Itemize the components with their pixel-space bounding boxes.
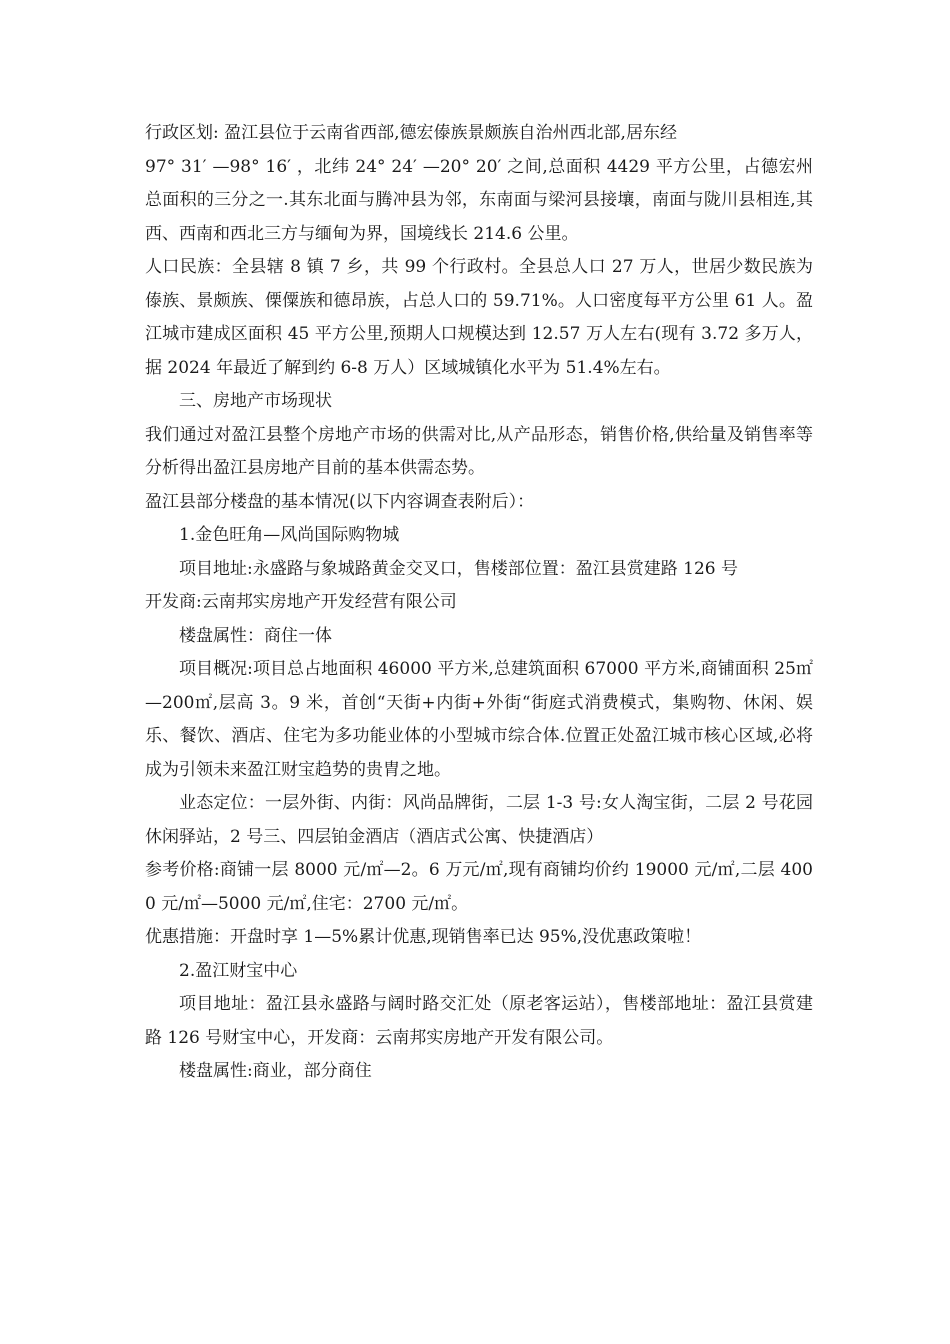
project-1-overview: 项目概况:项目总占地面积 46000 平方米,总建筑面积 67000 平方米,商铺面积 25㎡—200㎡,层高 3。9 米，首创“天街+内街+外街“街庭式消费模式，集购物、休闲、娱乐、餐饮、酒店、住宅为多功能业体的小型城市综合体.位置正处盈江城市核心区域,必将成为引领未来盈江财宝趋势的贵胄之地。: [145, 659, 813, 780]
project-1-title: 1.金色旺角—风尚国际购物城: [179, 525, 400, 545]
section-heading-market: 三、房地产市场现状: [179, 391, 332, 411]
project-1-developer: 开发商:云南邦实房地产开发经营有限公司: [145, 592, 457, 612]
paragraph-listing-intro: 盈江县部分楼盘的基本情况(以下内容调查表附后）：: [145, 491, 535, 512]
project-1-positioning: 业态定位：一层外街、内街：风尚品牌街，二层 1-3 号:女人淘宝街，二层 2 号花园休闲驿站，2 号三、四层铂金酒店（酒店式公寓、快捷酒店）: [145, 793, 813, 847]
project-1-prices: 参考价格:商铺一层 8000 元/㎡—2。6 万元/㎡,现有商铺均价约 19000 元/㎡,二层 4000 元/㎡—5000 元/㎡,住宅：2700 元/㎡。: [145, 860, 813, 914]
paragraph-population: 人口民族：全县辖 8 镇 7 乡，共 99 个行政村。全县总人口 27 万人，世居少数民族为傣族、景颇族、傈僳族和德昂族，占总人口的 59.71%。人口密度每平方公里 61 人。盈江城市建成区面积 45 平方公里,预期人口规模达到 12.57 万人左右(现有 3.72 多万人，据 2024 年最近了解到约 6-8 万人）区域城镇化水平为 51.4%左右。: [145, 257, 813, 378]
paragraph-coordinates: 97° 31′ —98° 16′ ，北纬 24° 24′ —20° 20′ 之间,总面积 4429 平方公里，占德宏州总面积的三分之一.其东北面与腾冲县为邻，东南面与梁河县接壤，南面与陇川县相连,其西、西南和西北三方与缅甸为界，国境线长 214.6 公里。: [145, 156, 813, 244]
project-2-title: 2.盈江财宝中心: [179, 960, 298, 981]
project-1-property-type: 楼盘属性：商住一体: [179, 625, 332, 646]
project-2-property-type: 楼盘属性:商业，部分商住: [179, 1061, 372, 1081]
document-body: [145, 117, 813, 1089]
project-2-address: 项目地址：盈江县永盛路与阔时路交汇处（原老客运站），售楼部地址：盈江县赏建路 126 号财宝中心，开发商：云南邦实房地产开发有限公司。: [145, 994, 813, 1048]
project-1-address: 项目地址:永盛路与象城路黄金交叉口，售楼部位置：盈江县赏建路 126 号: [179, 558, 738, 579]
paragraph-admin-division: 行政区划: 盈江县位于云南省西部,德宏傣族景颇族自治州西北部,居东经: [145, 123, 677, 143]
paragraph-market-intro: 我们通过对盈江县整个房地产市场的供需对比,从产品形态，销售价格,供给量及销售率等分析得出盈江县房地产目前的基本供需态势。: [145, 424, 813, 478]
project-1-discounts: 优惠措施：开盘时享 1—5%累计优惠,现销售率已达 95%,没优惠政策啦！: [145, 927, 702, 947]
